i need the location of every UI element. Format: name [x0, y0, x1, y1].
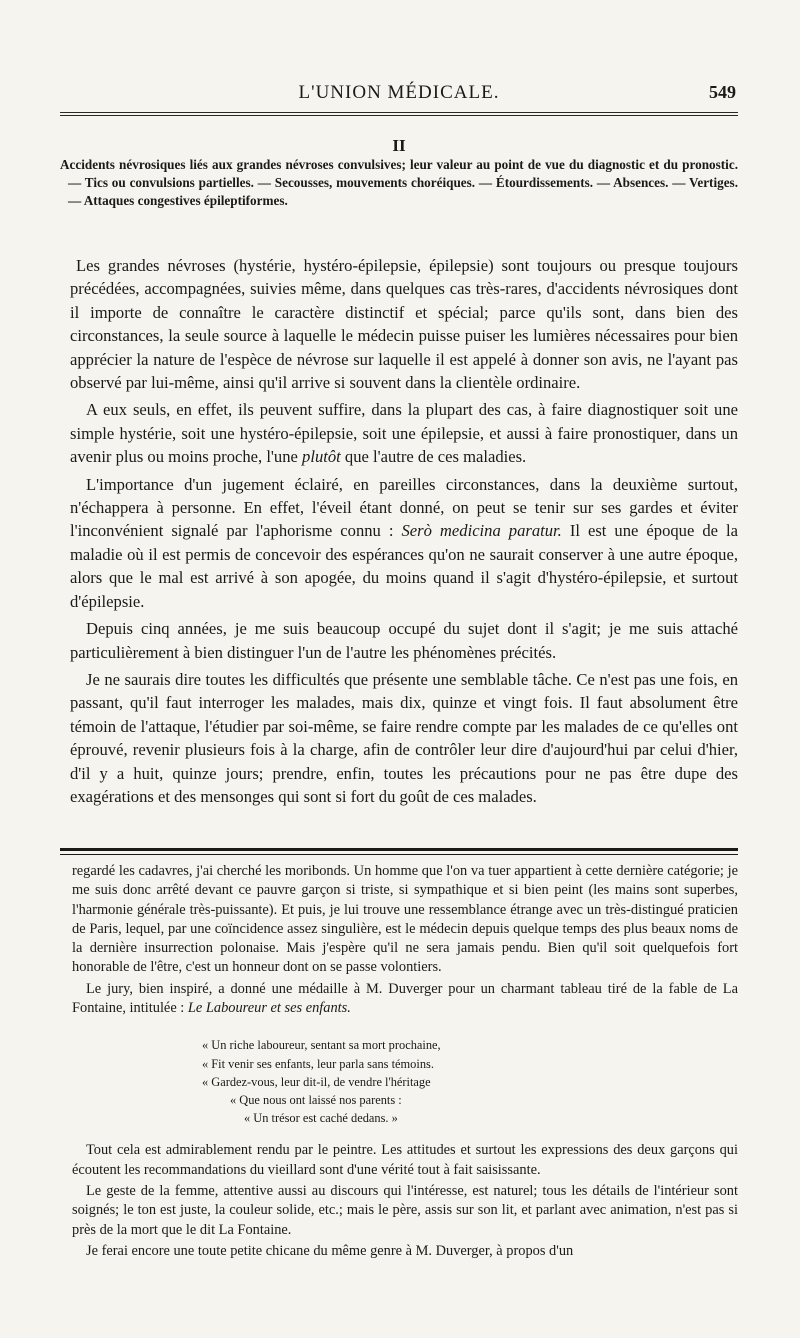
- verse-line-1: « Un riche laboureur, sentant sa mort prochaine,: [202, 1038, 441, 1053]
- verse-line-3: « Gardez-vous, leur dit-il, de vendre l'héritage: [202, 1074, 431, 1089]
- italic-aphorism: Serò medicina paratur.: [401, 521, 562, 541]
- header-rule: [60, 112, 738, 116]
- feuilleton-paragraph-4: Le geste de la femme, attentive aussi au discours qui l'intéresse, est naturel; tous les détails de l'intérieur sont soignés; le ton est juste, la couleur solide, etc.; mais le père, assis sur son lit, et parlant avec animation, n'est pas si près de la mort que le dit La Fontaine.: [72, 1182, 738, 1238]
- feuilleton-column: [72, 862, 738, 1263]
- feuilleton-paragraph-5: Je ferai encore une toute petite chicane du même genre à M. Duverger, à propos d'un: [86, 1242, 574, 1259]
- paragraph-5: Je ne saurais dire toutes les difficultés que présente une semblable tâche. Ce n'est pas une fois, en passant, qu'il faut interroger les malades, mais dix, quinze et vingt fois. Il faut absolument être témoin de l'attaque, l'étudier par soi-même, se faire rendre compte par les malades de ce qu'elles ont éprouvé, revenir plusieurs fois à la charge, afin de contrôler leur dire d'aujourd'hui par celui d'hier, d'il y a huit, quinze jours; prendre, enfin, toutes les précautions pour ne pas être dupe des exagérations et des mensonges qui sont si fort du goût de ces malades.: [70, 669, 738, 806]
- fable-verse: [202, 1036, 738, 1127]
- verse-line-4: « Que nous ont laissé nos parents :: [230, 1092, 402, 1107]
- running-title: L'UNION MÉDICALE.: [298, 82, 500, 103]
- paragraph-2: A eux seuls, en effet, ils peuvent suffire, dans la plupart des cas, à faire diagnostiquer soit une simple hystérie, soit une hystéro-épilepsie, soit une épilepsie, et aussi à faire pronostiquer, dans un avenir plus ou moins proche, l'une plutôt que l'autre de ces maladies.: [70, 400, 738, 467]
- verse-line-2: « Fit venir ses enfants, leur parla sans témoins.: [202, 1056, 434, 1071]
- paragraph-3: L'importance d'un jugement éclairé, en pareilles circonstances, dans la deuxième surtout, n'échappera à personne. En effet, l'éveil étant donné, on peut se tenir sur ses gardes et éviter l'inconvénient signalé par l'aphorisme connu : Serò medicina paratur. Il est une époque de la maladie où il est permis de concevoir des espérances qu'on ne saurait conserver à une autre époque, alors que le mal est arrivé à son apogée, du moins quand il s'agit d'hystéro-épilepsie, et surtout d'épilepsie.: [70, 474, 739, 611]
- running-header: [60, 82, 738, 106]
- italic-plutot: plutôt: [302, 447, 341, 467]
- paragraph-1: Les grandes névroses (hystérie, hystéro-épilepsie, épilepsie) sont toujours ou presque toujours précédées, accompagnées, suivies même, dans quelques cas très-rares, d'accidents névrosiques dont il importe de connaître le caractère distinctif et spécial; parce qu'ils sont, dans bien des circonstances, la seule source à laquelle le médecin puisse puiser les lumières nécessaires pour bien apprécier la nature de l'espèce de névrose sur laquelle il est appelé à donner son avis, ne l'ayant pas observé par lui-même, ainsi qu'il arrive si souvent dans la clientèle ordinaire.: [70, 256, 738, 393]
- section-number: II: [392, 136, 406, 155]
- paragraph-4: Depuis cinq années, je me suis beaucoup occupé du sujet dont il s'agit; je me suis attaché particulièrement à bien distinguer l'un de l'autre les phénomènes précités.: [70, 619, 738, 662]
- feuilleton-rule-thick: [60, 848, 738, 851]
- verse-line-5: « Un trésor est caché dedans. »: [244, 1111, 398, 1126]
- feuilleton-rule-thin: [60, 854, 738, 855]
- section-summary: Accidents névrosiques liés aux grandes névroses convulsives; leur valeur au point de vue du diagnostic et du pronostic. — Tics ou convulsions partielles. — Secousses, mouvements choréiques. — Étourdissements. — Absences. — Vertiges. — Attaques congestives épileptiformes.: [60, 157, 738, 208]
- feuilleton-paragraph-2: Le jury, bien inspiré, a donné une médaille à M. Duverger pour un charmant tableau tiré de la fable de La Fontaine, intitulée : Le Laboureur et ses enfants.: [72, 980, 738, 1017]
- article-body: [70, 254, 738, 812]
- page-number: 549: [709, 82, 736, 102]
- feuilleton-paragraph-3: Tout cela est admirablement rendu par le peintre. Les attitudes et surtout les expressions des deux garçons qui écoutent les recommandations du vieillard sont d'une vérité tout à fait saisissante.: [72, 1142, 738, 1178]
- feuilleton-paragraph-1: regardé les cadavres, j'ai cherché les moribonds. Un homme que l'on va tuer appartient à cette dernière catégorie; je me suis donc arrêté devant ce pauvre garçon si triste, si sympathique et si bien peint (les mains sont superbes, l'harmonie générale très-puissante). Et puis, je lui trouve une ressemblance étrange avec un très-distingué praticien de Paris, lequel, par une coïncidence assez singulière, est le médecin depuis quelque temps des plus beaux noms de la dernière insurrection polonaise. Mais j'espère qu'il ne sera jamais pendu. Bien qu'il soit quelquefois fort honorable de l'être, c'est un honneur dont on se passe volontiers.: [72, 863, 738, 976]
- italic-fable-title: Le Laboureur et ses enfants.: [187, 1000, 351, 1017]
